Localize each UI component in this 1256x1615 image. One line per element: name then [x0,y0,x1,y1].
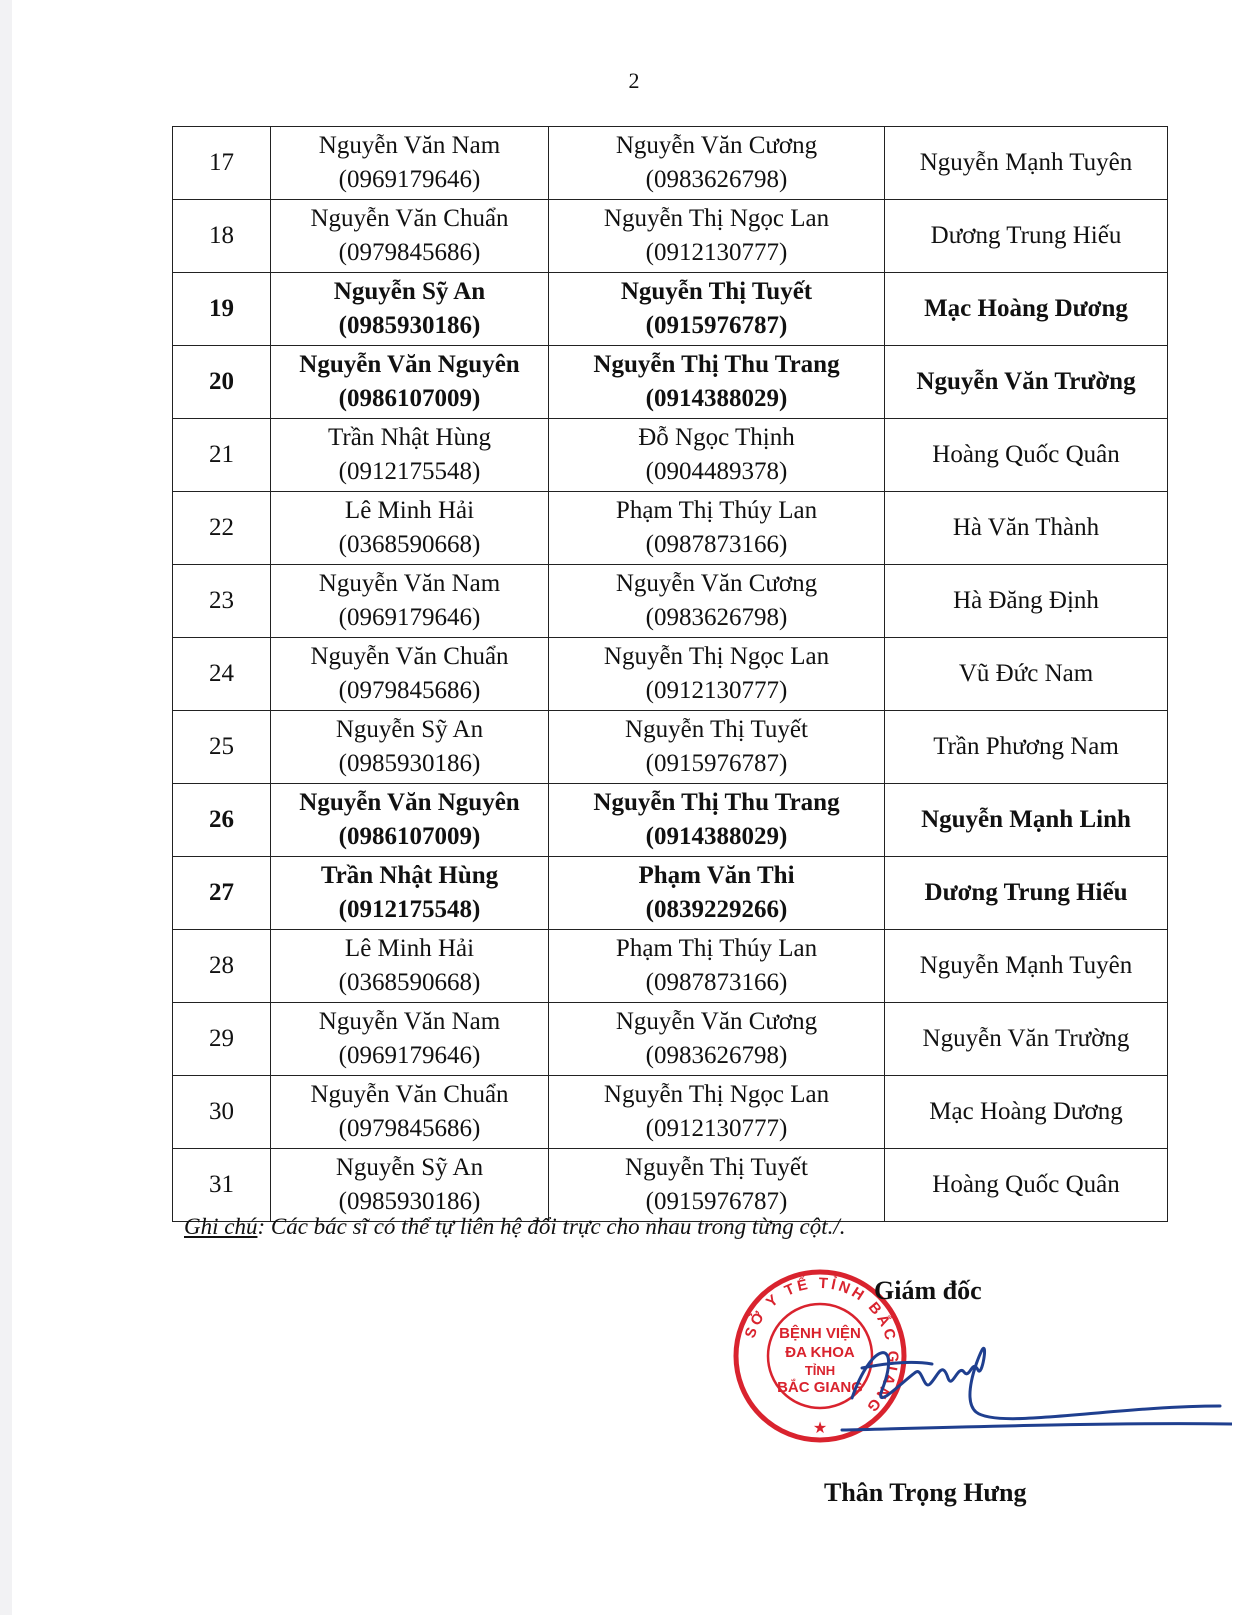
stamp-line: TỈNH [804,1363,836,1378]
a-phone: (0969179646) [338,1042,481,1069]
no: 18 [209,222,234,249]
table-row [173,857,1168,930]
no: 22 [209,514,234,541]
a-phone: (0912175548) [338,458,481,485]
cell-column-b [549,565,885,638]
cell-number [173,1003,271,1076]
c-name: Hà Văn Thành [952,514,1100,541]
cell-column-c [885,1003,1168,1076]
no: 20 [209,368,234,395]
cell-column-a [271,492,549,565]
a-name: Nguyễn Sỹ An [335,716,484,743]
table-row [173,565,1168,638]
a-name: Trần Nhật Hùng [328,424,491,451]
c-name: Hoàng Quốc Quân [932,441,1120,468]
no: 29 [209,1025,234,1052]
c-name: Dương Trung Hiếu [924,879,1128,906]
a-phone: (0979845686) [338,677,481,704]
c-name: Mạc Hoàng Dương [929,1098,1123,1125]
cell-number [173,565,271,638]
cell-column-a [271,419,549,492]
b-phone: (0987873166) [645,531,788,558]
footnote-text: : Các bác sĩ có thể tự liên hệ đổi trực cho nhau trong từng cột./. [257,1214,846,1239]
stamp-outer-text: SỞ Y TẾ TỈNH BẮC GIANG [741,1274,902,1418]
table-row [173,346,1168,419]
no: 27 [209,879,234,906]
a-name: Lê Minh Hải [344,935,475,962]
cell-column-b [549,638,885,711]
footnote [184,1214,846,1240]
a-name: Lê Minh Hải [344,497,475,524]
table-row [173,638,1168,711]
a-phone: (0985930186) [338,312,481,339]
cell-column-b [549,273,885,346]
a-name: Nguyễn Văn Nguyên [299,789,520,816]
no: 28 [209,952,234,979]
cell-column-b [549,857,885,930]
table-row [173,711,1168,784]
b-name: Nguyễn Thị Ngọc Lan [603,205,830,232]
no: 17 [209,149,234,176]
a-phone: (0985930186) [338,750,481,777]
cell-column-b [549,930,885,1003]
cell-column-b [549,1076,885,1149]
b-phone: (0915976787) [645,750,788,777]
cell-column-c [885,565,1168,638]
a-phone: (0985930186) [338,1188,481,1215]
cell-column-c [885,711,1168,784]
cell-column-b [549,127,885,200]
c-name: Hoàng Quốc Quân [932,1171,1120,1198]
cell-number [173,1149,271,1222]
table-row [173,127,1168,200]
no: 23 [209,587,234,614]
table-row [173,1076,1168,1149]
a-name: Nguyễn Văn Nguyên [299,351,520,378]
cell-column-c [885,419,1168,492]
b-name: Nguyễn Văn Cương [615,570,818,597]
document-page [12,0,1256,1615]
cell-column-a [271,200,549,273]
page-number: 2 [628,68,640,93]
cell-column-c [885,200,1168,273]
a-phone: (0368590668) [338,969,481,996]
a-name: Nguyễn Sỹ An [335,1154,484,1181]
a-name: Nguyễn Văn Nam [318,570,501,597]
a-phone: (0979845686) [338,1115,481,1142]
c-name: Dương Trung Hiếu [930,222,1122,249]
cell-number [173,419,271,492]
b-phone: (0915976787) [645,1188,788,1215]
b-name: Nguyễn Thị Ngọc Lan [603,643,830,670]
cell-number [173,784,271,857]
cell-column-a [271,930,549,1003]
cell-number [173,638,271,711]
b-name: Nguyễn Thị Tuyết [625,1154,808,1181]
cell-number [173,273,271,346]
table-row [173,930,1168,1003]
cell-column-b [549,346,885,419]
cell-column-c [885,930,1168,1003]
signature-title: Giám đốc [874,1276,982,1305]
b-name: Nguyễn Thị Tuyết [625,716,808,743]
b-phone: (0983626798) [645,604,788,631]
a-phone: (0986107009) [338,823,481,850]
c-name: Nguyễn Mạnh Tuyên [919,952,1133,979]
table-row [173,200,1168,273]
stamp-line: BẮC GIANG [777,1379,863,1396]
handwritten-signature [812,1320,1232,1460]
stamp-line: BỆNH VIỆN [779,1325,861,1342]
no: 24 [209,660,234,687]
cell-column-b [549,784,885,857]
a-name: Nguyễn Văn Nam [318,1008,501,1035]
b-phone: (0904489378) [645,458,788,485]
a-phone: (0969179646) [338,604,481,631]
b-name: Phạm Thị Thúy Lan [615,935,818,962]
table-row [173,273,1168,346]
cell-number [173,346,271,419]
a-name: Nguyễn Văn Chuẩn [310,643,509,670]
cell-number [173,492,271,565]
b-phone: (0912130777) [645,677,788,704]
no: 26 [209,806,234,833]
b-phone: (0914388029) [645,823,788,850]
b-name: Nguyễn Thị Thu Trang [593,789,840,816]
a-phone: (0979845686) [338,239,481,266]
table-row [173,1149,1168,1222]
cell-column-a [271,1003,549,1076]
cell-column-c [885,1149,1168,1222]
b-name: Nguyễn Văn Cương [615,132,818,159]
cell-column-b [549,711,885,784]
no: 31 [209,1171,234,1198]
cell-number [173,127,271,200]
cell-column-c [885,492,1168,565]
cell-column-c [885,784,1168,857]
b-phone: (0912130777) [645,1115,788,1142]
cell-column-b [549,200,885,273]
signer-name: Thân Trọng Hưng [824,1478,1027,1507]
cell-number [173,930,271,1003]
b-name: Nguyễn Thị Thu Trang [593,351,840,378]
cell-number [173,1076,271,1149]
cell-number [173,711,271,784]
cell-column-c [885,1076,1168,1149]
cell-number [173,200,271,273]
stamp-line: ĐA KHOA [785,1344,855,1361]
table-row [173,784,1168,857]
c-name: Mạc Hoàng Dương [924,295,1128,322]
table-row [173,419,1168,492]
cell-column-a [271,565,549,638]
b-phone: (0983626798) [645,1042,788,1069]
no: 21 [209,441,234,468]
cell-column-b [549,492,885,565]
cell-column-c [885,857,1168,930]
cell-column-a [271,1076,549,1149]
cell-column-c [885,638,1168,711]
c-name: Nguyễn Văn Trường [916,368,1136,395]
table-row [173,1003,1168,1076]
a-phone: (0912175548) [338,896,481,923]
c-name: Hà Đăng Định [953,587,1099,614]
a-phone: (0986107009) [338,385,481,412]
a-name: Nguyễn Văn Chuẩn [310,1081,509,1108]
b-phone: (0914388029) [645,385,788,412]
cell-column-c [885,127,1168,200]
cell-column-a [271,857,549,930]
footnote-label: Ghi chú [184,1214,258,1239]
b-name: Phạm Văn Thi [638,862,795,889]
roster-body [173,127,1168,1222]
b-name: Nguyễn Văn Cương [615,1008,818,1035]
cell-column-c [885,346,1168,419]
cell-column-c [885,273,1168,346]
c-name: Nguyễn Mạnh Linh [921,806,1131,833]
cell-column-a [271,1149,549,1222]
cell-column-b [549,1003,885,1076]
cell-column-a [271,711,549,784]
b-name: Phạm Thị Thúy Lan [615,497,818,524]
stamp-star-icon: ★ [812,1420,828,1437]
b-phone: (0912130777) [645,239,788,266]
a-name: Nguyễn Văn Nam [318,132,501,159]
b-phone: (0915976787) [645,312,788,339]
b-phone: (0987873166) [645,969,788,996]
cell-number [173,857,271,930]
cell-column-b [549,1149,885,1222]
c-name: Trần Phương Nam [933,733,1119,760]
no: 25 [209,733,234,760]
a-phone: (0368590668) [338,531,481,558]
cell-column-a [271,638,549,711]
c-name: Vũ Đức Nam [958,660,1094,687]
a-name: Nguyễn Văn Chuẩn [310,205,509,232]
b-name: Đỗ Ngọc Thịnh [638,424,795,451]
cell-column-b [549,419,885,492]
no: 30 [209,1098,234,1125]
a-phone: (0969179646) [338,166,481,193]
duty-roster-table [172,126,1168,1222]
b-name: Nguyễn Thị Tuyết [620,278,813,305]
cell-column-a [271,127,549,200]
b-name: Nguyễn Thị Ngọc Lan [603,1081,830,1108]
no: 19 [209,295,234,322]
cell-column-a [271,784,549,857]
c-name: Nguyễn Mạnh Tuyên [919,149,1133,176]
table-row [173,492,1168,565]
a-name: Trần Nhật Hùng [320,862,499,889]
cell-column-a [271,273,549,346]
c-name: Nguyễn Văn Trường [922,1025,1130,1052]
a-name: Nguyễn Sỹ An [333,278,486,305]
b-phone: (0839229266) [645,896,788,923]
b-phone: (0983626798) [645,166,788,193]
cell-column-a [271,346,549,419]
